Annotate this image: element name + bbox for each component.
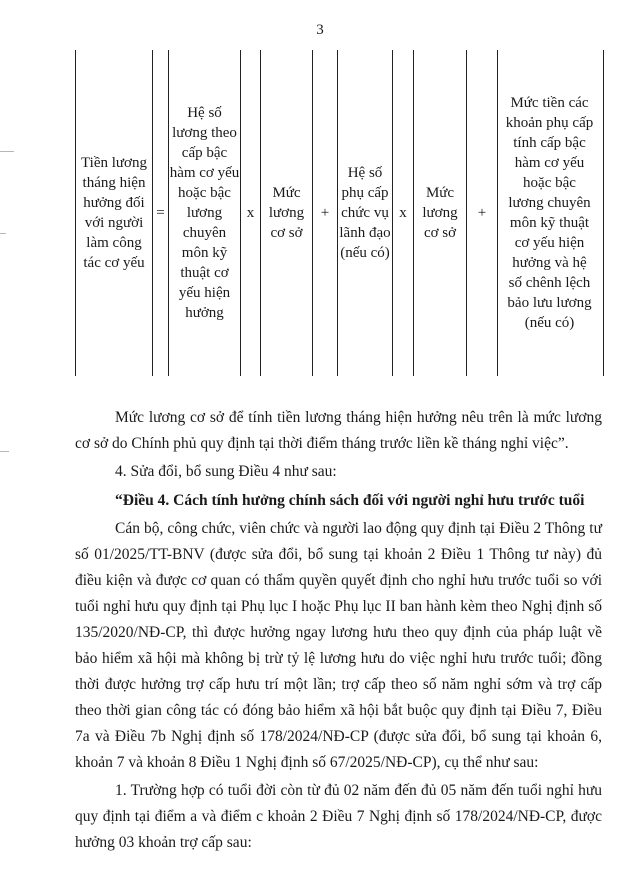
formula-multiply: x <box>240 50 260 376</box>
formula-equals: = <box>152 50 168 376</box>
formula-current-salary: Tiền lương tháng hiện hưởng đối với người làm công tác cơ yếu <box>81 155 147 271</box>
formula-multiply: x <box>392 50 413 376</box>
page-number: 3 <box>316 22 324 38</box>
formula-position-allowance: Hệ số phụ cấp chức vụ lãnh đạo (nếu có) <box>337 50 392 376</box>
salary-formula <box>75 50 604 376</box>
scan-mark <box>0 151 14 152</box>
scan-mark <box>0 451 9 452</box>
paragraph: Mức lương cơ sở để tính tiền lương tháng hiện hưởng nêu trên là mức lương cơ sở do Chính phủ quy định tại thời điểm tháng trước liền kề tháng nghỉ việc”. <box>75 409 602 452</box>
formula-plus: + <box>312 50 337 376</box>
formula-salary-coefficient: Hệ số lương theo cấp bậc hàm cơ yếu hoặc bậc lương chuyên môn kỹ thuật cơ yếu hiện hưởng <box>168 50 240 376</box>
scan-mark <box>0 233 6 234</box>
formula-base-salary: Mức lương cơ sở <box>413 50 466 376</box>
article-heading: “Điều 4. Cách tính hưởng chính sách đối với người nghỉ hưu trước tuổi <box>115 492 585 509</box>
formula-plus: + <box>466 50 497 376</box>
formula-allowances: Mức tiền các khoản phụ cấp tính cấp bậc hàm cơ yếu hoặc bậc lương chuyên môn kỹ thuật cơ yếu hiện hưởng và hệ số chênh lệch bảo lưu lương (nếu có) <box>497 50 601 376</box>
formula-base-salary: Mức lương cơ sở <box>260 50 312 376</box>
paragraph: 1. Trường hợp có tuổi đời còn từ đủ 02 năm đến đủ 05 năm đến tuổi nghỉ hưu quy định tại điểm a và điểm c khoản 2 Điều 7 Nghị định số 178/2024/NĐ-CP, được hưởng 03 khoản trợ cấp sau: <box>75 782 602 851</box>
paragraph: 4. Sửa đổi, bổ sung Điều 4 như sau: <box>115 463 337 480</box>
paragraph: Cán bộ, công chức, viên chức và người lao động quy định tại Điều 2 Thông tư số 01/2025/TT-BNV (được sửa đổi, bổ sung tại khoản 2 Điều 1 Thông tư này) đủ điều kiện và được cơ quan có thẩm quyền quyết định cho nghỉ hưu trước tuổi so với tuổi nghỉ hưu quy định tại Phụ lục I hoặc Phụ lục II ban hành kèm theo Nghị định số 135/2020/NĐ-CP, thì được hưởng ngay lương hưu theo quy định của pháp luật về bảo hiểm xã hội mà không bị trừ tỷ lệ lương hưu do việc nghỉ hưu trước tuổi; đồng thời được hưởng trợ cấp hưu trí một lần; trợ cấp theo số năm nghỉ sớm và trợ cấp theo thời gian công tác có đóng bảo hiểm xã hội bắt buộc quy định tại Điều 7, Điều 7a và Điều 7b Nghị định số 178/2024/NĐ-CP (được sửa đổi, bổ sung tại khoản 6, khoản 7 và khoản 8 Điều 1 Nghị định số 67/2025/NĐ-CP), cụ thể như sau: <box>75 520 602 771</box>
